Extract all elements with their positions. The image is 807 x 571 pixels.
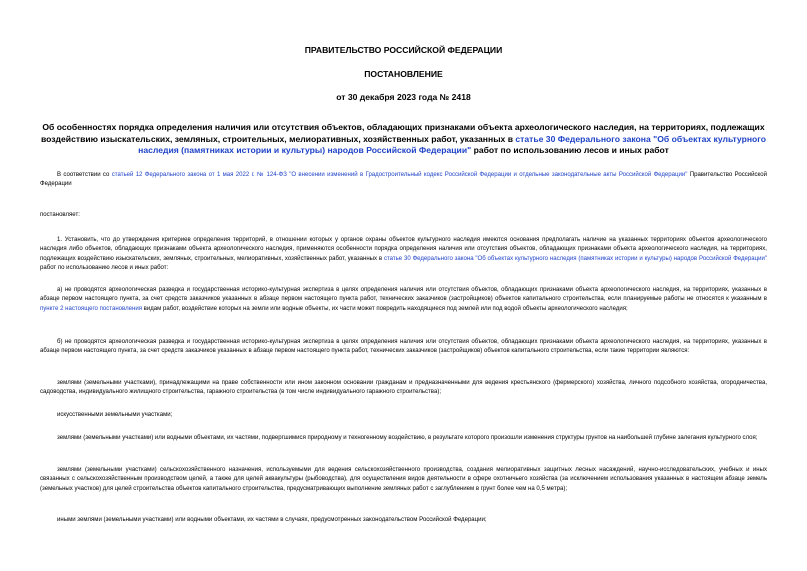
preamble-text-start: В соответствии со bbox=[57, 172, 112, 178]
land-category-4-paragraph: землями (земельными участками) сельскохозяйственного назначения, используемыми для ведения сельскохозяйственного производства, создания мелиоративных защитных лесных насаждений, научно-исследовательских, учебных и иных связанных с сельскохозяйственным производством целей, а также для целей аквакультуры (рыбоводства), для осуществления видов деятельности в сфере охотничьего хозяйства (за исключением использования указанных в настоящем абзаце земель (земельных участков) для целей строительства объектов капитального строительства, предусматривающих выполнение земляных работ с заглублением в грунт более чем на 0,5 метра); bbox=[40, 467, 767, 492]
item-1-law-link[interactable]: статье 30 Федерального закона "Об объектах культурного наследия (памятниках истории и культуры) народов Российской Федерации" bbox=[383, 255, 768, 262]
land-category-1-paragraph: землями (земельными участками), принадлежащими на праве собственности или ином законном основании гражданам и предназначенными для ведения крестьянского (фермерского) хозяйства, личного подсобного хозяйства, огородничества, садоводства, индивидуального жилищного строительства, гаражного строительства (в том числе индивидуального гаражного строительства); bbox=[40, 380, 767, 396]
item-1-paragraph bbox=[40, 236, 767, 274]
land-category-3-paragraph: землями (земельными участками) или водными объектами, их частями, подвергшимися природному и техногенному воздействию, в результате которого произошли изменения структуры грунтов на наибольшей глубине залегания культурного слоя; bbox=[57, 435, 758, 441]
preamble-paragraph bbox=[40, 171, 767, 190]
title-text-end: работ по использованию лесов и иных работ bbox=[471, 145, 669, 155]
title-law-link[interactable]: статье 30 Федерального закона "Об объектах культурного наследия (памятниках истории и культуры) народов Российской Федерации" bbox=[138, 133, 766, 155]
item-1-text-start: 1. Установить, что до утверждения критериев определения территорий, в отношении которых у органов охраны объектов культурного наследия имеются основания предполагать наличие на указанных территориях объектов археологического наследия либо объектов, обладающих признаками объекта археологического наследия, применяются особенности порядка определения наличия или отсутствия объектов, обладающих признаками объекта археологического наследия, на территориях, подлежащих воздействию изыскательских, земляных, строительных, мелиоративных, хозяйственных работ, указанных в bbox=[40, 237, 767, 262]
land-category-5-paragraph: иными землями (земельными участками) или водными объектами, их частями в случаях, предусмотренных законодательством Российской Федерации; bbox=[57, 517, 487, 523]
preamble-law-link[interactable]: статьей 12 Федерального закона от 1 мая 2022 г. № 124-ФЗ "О внесении изменений в Градостроительный кодекс Российской Федерации и отдельные законодательные акты Российской Федерации" bbox=[111, 172, 688, 178]
decides-paragraph: постановляет: bbox=[40, 212, 80, 218]
land-category-2-paragraph: искусственными земельными участками; bbox=[57, 412, 173, 418]
item-1-text-end: работ по использованию лесов и иных работ: bbox=[40, 265, 169, 272]
item-b-paragraph: б) не проводятся археологическая разведка и государственная историко-культурная экспертиза в целях определения наличия или отсутствия объектов, обладающих признаками объекта археологического наследия, на территориях, указанных в абзаце первом настоящего пункта, за счет средств заказчиков указанных в абзаце первом настоящего пункта работ, технических заказчиков (застройщиков) объектов капитального строительства, если такие территории являются: bbox=[40, 339, 767, 355]
item-a-text-end: видам работ, воздействие которых на земли или водные объекты, их части может повредить находящиеся под землей или под водой объекты археологического наследия; bbox=[141, 305, 628, 312]
preamble-text-end: Правительство Российской Федерации bbox=[40, 172, 767, 188]
document-title bbox=[40, 122, 767, 157]
title-text-start: Об особенностях порядка определения наличия или отсутствия объектов, обладающих признаками объекта археологического наследия, на территориях, подлежащих воздействию изыскательских, земляных, строительных, мелиоративных, хозяйственных работ, указанных в bbox=[40, 122, 765, 144]
item-a-paragraph bbox=[40, 286, 767, 314]
government-heading: ПРАВИТЕЛЬСТВО РОССИЙСКОЙ ФЕДЕРАЦИИ bbox=[304, 45, 503, 55]
item-a-clause-link[interactable]: пункте 2 настоящего постановления bbox=[40, 305, 142, 312]
date-number-heading: от 30 декабря 2023 года № 2418 bbox=[336, 92, 471, 102]
item-a-text-start: а) не проводятся археологическая разведка и государственная историко-культурная экспертиза в целях определения наличия или отсутствия объектов, обладающих признаками объекта археологического наследия, на территориях, указанных в абзаце первом настоящего пункта, за счет средств заказчиков указанных в абзаце первом настоящего пункта работ, технических заказчиков (застройщиков) объектов капитального строительства, если планируемые работы не относятся к указанным в bbox=[40, 287, 767, 303]
document-type-heading: ПОСТАНОВЛЕНИЕ bbox=[364, 69, 443, 79]
